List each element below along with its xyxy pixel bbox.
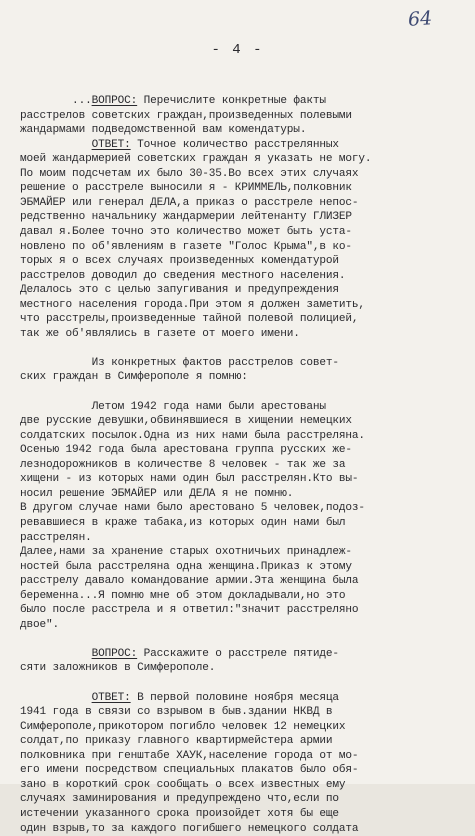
text-line — [20, 618, 59, 633]
text-line — [20, 400, 326, 415]
line-text: один взрыв,то за каждого погибшего немецкого солдата — [20, 823, 358, 835]
archive-number: 64 — [407, 7, 433, 31]
line-text: местного населения города.При этом я должен заметить, — [20, 299, 365, 311]
line-text: так же об'являлись в газете от моего имени. — [20, 328, 300, 340]
line-text: двое". — [20, 619, 59, 631]
line-text: В другом случае нами было арестовано 5 человек,подоз- — [20, 502, 365, 514]
line-text: Летом 1942 года нами были арестованы — [20, 401, 326, 413]
line-text: расстрелов доводил до сведения местного населения. — [20, 270, 345, 282]
page-number: - 4 - — [0, 42, 475, 58]
question-label: ВОПРОС: — [92, 95, 138, 107]
text-line — [20, 327, 300, 342]
line-text: редственно начальнику жандармерии лейтенанту ГЛИЗЕР — [20, 211, 352, 223]
line-text: хищени - из которых нами один был расстрелян.Кто вы- — [20, 473, 358, 485]
line-text: расстрелян. — [20, 532, 92, 544]
line-text: В первой половине ноября месяца — [131, 692, 339, 704]
text-line — [20, 254, 339, 269]
line-text: полковника при генштабе ХАУК,население города от мо- — [20, 750, 358, 762]
text-line — [20, 589, 345, 604]
text-line — [20, 167, 358, 182]
line-text: расстрелов советских граждан,произведенных полевыми — [20, 110, 352, 122]
line-text: солдат,по приказу главного квартирмейстера армии — [20, 735, 332, 747]
text-line — [20, 516, 345, 531]
text-line — [20, 370, 248, 385]
line-text: истечении указанного срока произойдет хотя бы еще — [20, 808, 339, 820]
text-line — [20, 807, 339, 822]
line-text: две русские девушки,обвинявшиеся в хищении немецких — [20, 415, 352, 427]
line-text: жандармами подведомственной вам комендатуры. — [20, 124, 306, 136]
text-line — [20, 501, 365, 516]
line-text: ских граждан в Симферополе я помню: — [20, 371, 248, 383]
text-line — [20, 240, 352, 255]
question-label: ВОПРОС: — [92, 648, 138, 660]
text-line — [20, 531, 92, 546]
text-line — [20, 603, 358, 618]
text-line — [20, 691, 339, 706]
answer-label: ОТВЕТ: — [92, 139, 131, 151]
text-line — [20, 574, 358, 589]
text-line — [20, 763, 358, 778]
text-line — [20, 458, 345, 473]
text-line — [20, 312, 358, 327]
text-line — [20, 792, 339, 807]
line-text: Из конкретных фактов расстрелов совет- — [20, 357, 339, 369]
line-prefix — [20, 648, 92, 660]
line-text: Перечислите конкретные факты — [137, 95, 326, 107]
text-line — [20, 472, 358, 487]
text-line — [20, 225, 352, 240]
line-text: торых я о всех случаях произведенных комендатурой — [20, 255, 339, 267]
line-text: солдатских посылок.Одна из них нами была расстреляна. — [20, 430, 365, 442]
text-line — [20, 778, 345, 793]
text-line — [20, 414, 352, 429]
line-text: лезнодорожников в количестве 8 человек - так же за — [20, 459, 345, 471]
line-text: Точное количество расстрелянных — [131, 139, 339, 151]
line-text: случаях заминирования и предупреждено что,если по — [20, 793, 339, 805]
text-line — [20, 283, 339, 298]
text-line — [20, 545, 352, 560]
text-line — [20, 705, 332, 720]
line-text: что расстрелы,произведенные тайной полевой полицией, — [20, 313, 358, 325]
line-text: новлено по об'явлениям в газете "Голос Крыма",в ко- — [20, 241, 352, 253]
text-line — [20, 138, 339, 153]
text-line — [20, 560, 352, 575]
text-line — [20, 647, 339, 662]
line-text: ностей была расстреляна одна женщина.Приказ к этому — [20, 561, 352, 573]
line-text: Осенью 1942 года была арестована группа русских же- — [20, 444, 352, 456]
line-text: носил решение ЭБМАЙЕР или ДЕЛА я не помню. — [20, 488, 293, 500]
text-line — [20, 443, 352, 458]
line-text: 1941 года в связи со взрывом в быв.здании НКВД в — [20, 706, 332, 718]
text-line — [20, 94, 326, 109]
text-line — [20, 749, 358, 764]
text-line — [20, 181, 352, 196]
text-line — [20, 487, 293, 502]
text-line — [20, 109, 352, 124]
answer-label: ОТВЕТ: — [92, 692, 131, 704]
text-line — [20, 123, 306, 138]
line-text: Расскажите о расстреле пятиде- — [137, 648, 339, 660]
text-line — [20, 356, 339, 371]
line-prefix — [20, 692, 92, 704]
text-line — [20, 210, 352, 225]
line-text: ревавшиеся в краже табака,из которых один нами был — [20, 517, 345, 529]
line-text: беременна...Я помню мне об этом докладывали,но это — [20, 590, 345, 602]
line-text: ЭБМАЙЕР или генерал ДЕЛА,а приказ о расстреле непос- — [20, 197, 358, 209]
line-text: Делалось это с целью запугивания и предупреждения — [20, 284, 339, 296]
line-text: его имени посредством специальных плакатов было обя- — [20, 764, 358, 776]
line-prefix — [20, 139, 92, 151]
line-text: сяти заложников в Симферополе. — [20, 662, 215, 674]
line-text: зано в короткий срок сообщать о всех известных ему — [20, 779, 345, 791]
line-text: расстрелу давало командование армии.Эта женщина была — [20, 575, 358, 587]
text-line — [20, 269, 345, 284]
line-text: было после расстрела и я ответил:"значит расстреляно — [20, 604, 358, 616]
text-line — [20, 661, 215, 676]
text-line — [20, 152, 371, 167]
text-line — [20, 720, 345, 735]
line-text: По моим подсчетам их было 30-35.Во всех этих случаях — [20, 168, 358, 180]
text-line — [20, 822, 358, 836]
line-prefix: ... — [20, 95, 92, 107]
line-text: Симферополе,прикотором погибло человек 12 немецких — [20, 721, 345, 733]
line-text: моей жандармерией советских граждан я указать не могу. — [20, 153, 371, 165]
line-text: давал я.Более точно это количество может быть уста- — [20, 226, 352, 238]
line-text: решение о расстреле выносили я - КРИММЕЛЬ,полковник — [20, 182, 352, 194]
text-line — [20, 429, 365, 444]
line-text: Далее,нами за хранение старых охотничьих принадлеж- — [20, 546, 352, 558]
text-line — [20, 734, 332, 749]
text-line — [20, 298, 365, 313]
text-line — [20, 196, 358, 211]
